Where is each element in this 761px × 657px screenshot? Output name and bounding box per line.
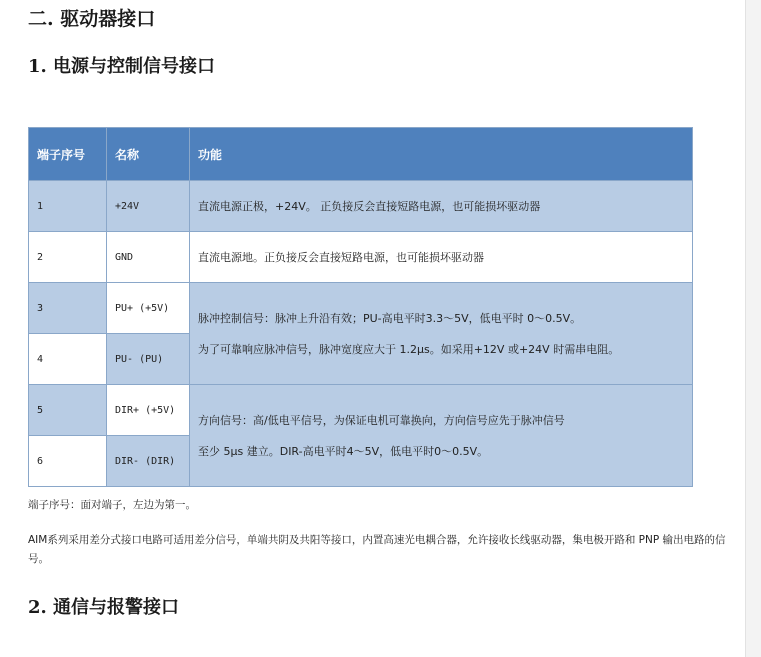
terminal-name: DIR+ (+5V) <box>107 385 190 436</box>
pulse-function-line-1: 脉冲控制信号：脉冲上升沿有效；PU-高电平时3.3～5V，低电平时 0～0.5V。 <box>198 311 582 325</box>
table-row <box>29 283 693 334</box>
header-terminal-number: 端子序号 <box>29 128 107 181</box>
terminal-function: 直流电源地。正负接反会直接短路电源，也可能损坏驱动器 <box>190 232 693 283</box>
pulse-function-line-2: 为了可靠响应脉冲信号，脉冲宽度应大于 1.2μs。如采用+12V 或+24V 时需串电阻。 <box>198 342 620 356</box>
next-section-title: 2. 通信与报警接口 <box>28 597 180 618</box>
header-function: 功能 <box>190 128 693 181</box>
terminal-name: PU- (PU) <box>107 334 190 385</box>
direction-function-line-1: 方向信号：高/低电平信号，为保证电机可靠换向，方向信号应先于脉冲信号 <box>198 413 565 427</box>
terminal-order-note: 端子序号：面对端子，左边为第一。 <box>28 499 196 511</box>
header-name: 名称 <box>107 128 190 181</box>
terminal-name: +24V <box>107 181 190 232</box>
direction-function-cell <box>190 385 693 487</box>
terminal-number: 5 <box>29 385 107 436</box>
interface-description-note: AIM系列采用差分式接口电路可适用差分信号，单端共阴及共阳等接口，内置高速光电耦合器，允许接收长线驱动器，集电极开路和 PNP 输出电路的信号。 <box>28 534 726 565</box>
terminal-number: 1 <box>29 181 107 232</box>
terminal-function: 直流电源正极，+24V。 正负接反会直接短路电源，也可能损坏驱动器 <box>190 181 693 232</box>
terminal-name: GND <box>107 232 190 283</box>
section-title: 二. 驱动器接口 <box>28 8 156 30</box>
terminal-number: 2 <box>29 232 107 283</box>
terminal-number: 3 <box>29 283 107 334</box>
direction-function-line-2: 至少 5μs 建立。DIR-高电平时4～5V，低电平时0～0.5V。 <box>198 444 489 458</box>
table-header-row <box>29 128 693 181</box>
subsection-title: 1. 电源与控制信号接口 <box>28 56 216 77</box>
table-row <box>29 385 693 436</box>
table-row <box>29 232 693 283</box>
page-edge-gutter <box>745 0 761 657</box>
terminal-number: 4 <box>29 334 107 385</box>
signal-interface-table <box>28 127 693 487</box>
terminal-name: DIR- (DIR) <box>107 436 190 487</box>
terminal-name: PU+ (+5V) <box>107 283 190 334</box>
table-row <box>29 181 693 232</box>
pulse-function-cell <box>190 283 693 385</box>
terminal-number: 6 <box>29 436 107 487</box>
